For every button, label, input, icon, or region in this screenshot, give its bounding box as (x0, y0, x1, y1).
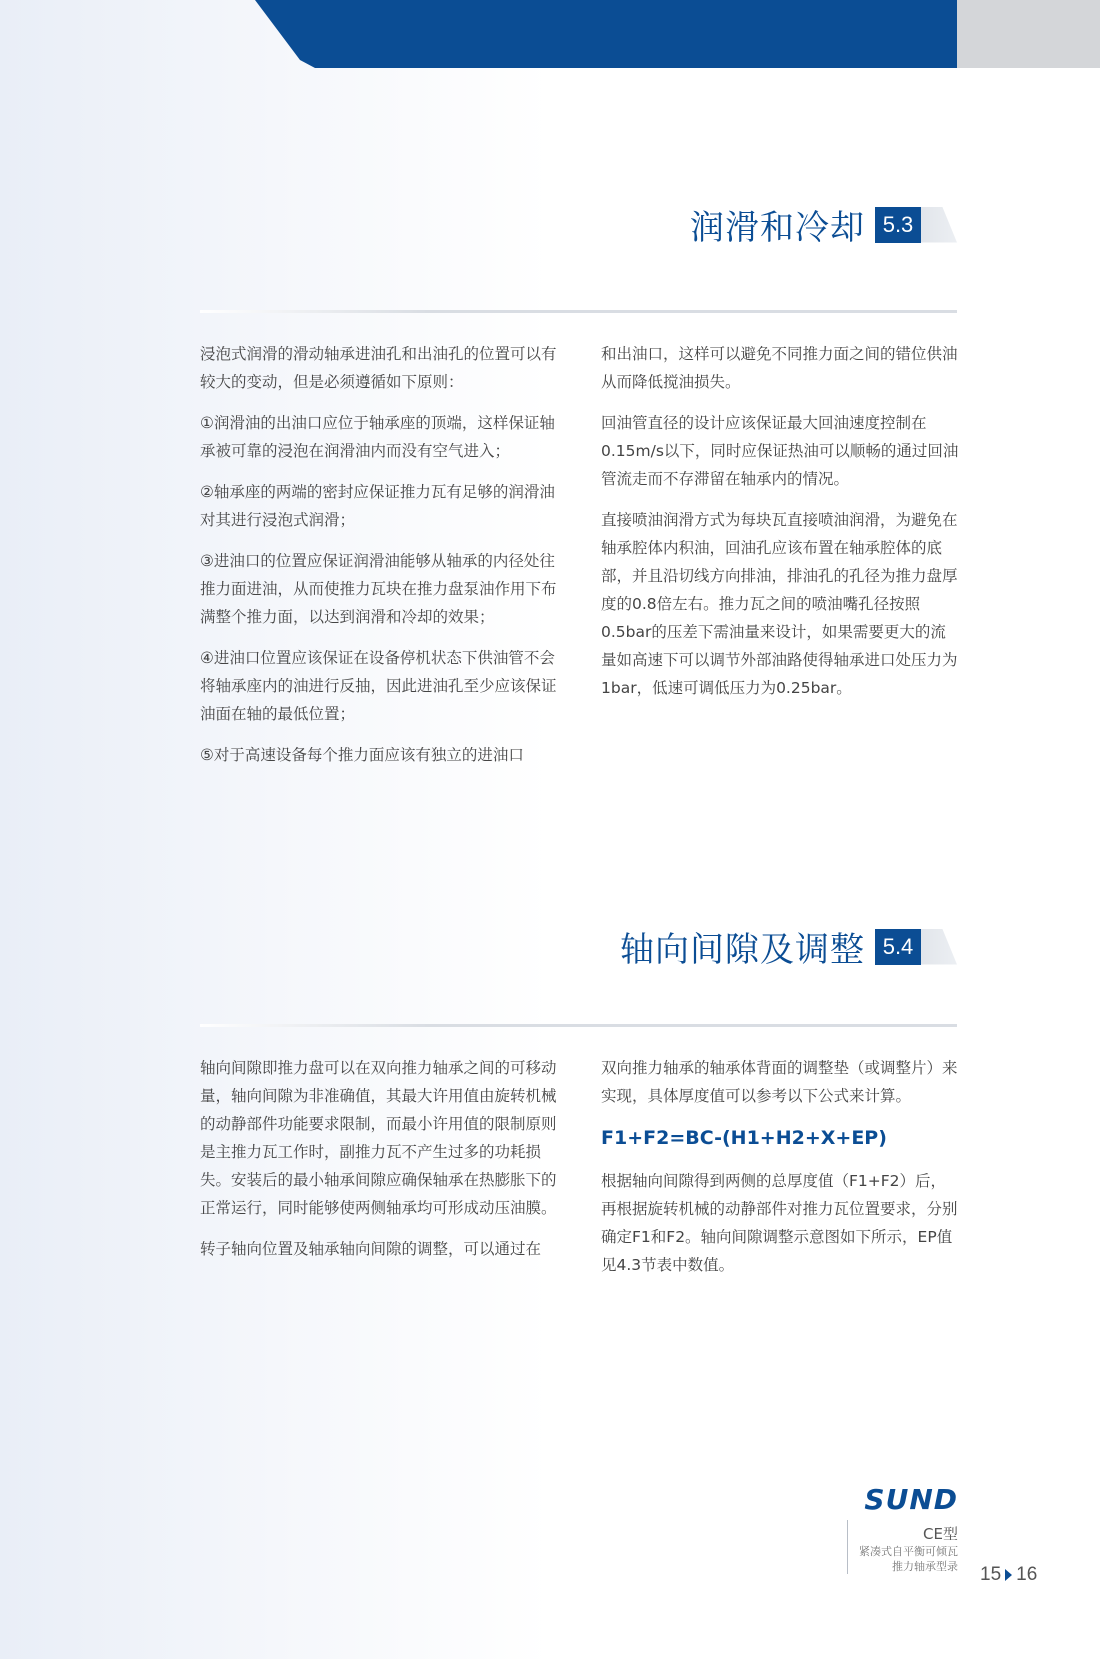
formula: F1+F2=BC-(H1+H2+X+EP) (601, 1127, 887, 1149)
catalog-subtitle-line2: 推力轴承型录 (892, 1560, 958, 1573)
section-5-3-number: 5.3 (882, 211, 914, 237)
page-number-left: 15 (980, 1564, 1002, 1585)
paragraph: ④进油口位置应该保证在设备停机状态下供油管不会将轴承座内的油进行反抽，因此进油孔至少应该保证油面在轴的最低位置； (200, 649, 557, 723)
paragraph: ②轴承座的两端的密封应保证推力瓦有足够的润滑油对其进行浸泡式润滑； (200, 483, 555, 529)
paragraph: ⑤对于高速设备每个推力面应该有独立的进油口 (200, 746, 524, 764)
paragraph: 回油管直径的设计应该保证最大回油速度控制在0.15m/s以下，同时应保证热油可以顺畅的通过回油管流走而不存滞留在轴承内的情况。 (601, 414, 959, 488)
section-5-4-heading (620, 922, 957, 971)
paragraph: 直接喷油润滑方式为每块瓦直接喷油润滑，为避免在轴承腔体内积油，回油孔应该布置在轴承腔体的底部，并且沿切线方向排油，排油孔的孔径为推力盘厚度的0.8倍左右。推力瓦之间的喷油嘴孔径按照0.5bar的压差下需油量来设计，如果需要更大的流量如高速下可以调节外部油路使得轴承进口处压力为1bar，低速可调低压力为0.25bar。 (601, 511, 958, 697)
catalog-info (847, 1520, 958, 1574)
paragraph: 和出油口，这样可以避免不同推力面之间的错位供油从而降低搅油损失。 (601, 345, 958, 391)
section-5-3-left-column (200, 340, 560, 782)
paragraph: 轴向间隙即推力盘可以在双向推力轴承之间的可移动量，轴向间隙为非准确值，其最大许用值由旋转机械的动静部件功能要求限制，而最小许用值的限制原则是主推力瓦工作时，副推力瓦不产生过多的功耗损失。安装后的最小轴承间隙应确保轴承在热膨胀下的正常运行，同时能够使两侧轴承均可形成动压油膜。 (200, 1059, 557, 1217)
section-5-4-divider (200, 1024, 957, 1027)
section-5-3-title: 润滑和冷却 (690, 208, 865, 248)
section-5-4-number-tab (875, 929, 957, 965)
section-5-4-left-column (200, 1054, 560, 1276)
page-numbers (980, 1564, 1037, 1586)
section-5-4-number: 5.4 (882, 933, 914, 959)
catalog-subtitle-line1: 紧凑式自平衡可倾瓦 (859, 1545, 958, 1558)
section-5-3-divider (200, 310, 957, 313)
page-number-right: 16 (1016, 1564, 1038, 1585)
section-5-4-right-column (601, 1054, 961, 1292)
header-band-shape (0, 0, 1100, 68)
paragraph: ③进油口的位置应保证润滑油能够从轴承的内径处往推力面进油，从而使推力瓦块在推力盘泵油作用下布满整个推力面，以达到润滑和冷却的效果； (200, 552, 557, 626)
section-5-3-number-tab (875, 207, 957, 243)
section-5-3-heading (690, 200, 957, 249)
section-5-3-right-column (601, 340, 961, 715)
paragraph: 浸泡式润滑的滑动轴承进油孔和出油孔的位置可以有较大的变动，但是必须遵循如下原则： (200, 345, 557, 391)
brand-logo-block (838, 1485, 958, 1515)
paragraph: 双向推力轴承的轴承体背面的调整垫（或调整片）来实现，具体厚度值可以参考以下公式来计算。 (601, 1059, 958, 1105)
paragraph: ①润滑油的出油口应位于轴承座的顶端，这样保证轴承被可靠的浸泡在润滑油内而没有空气进入； (200, 414, 555, 460)
page-arrow-icon (1005, 1569, 1012, 1581)
header-band (0, 0, 1100, 68)
catalog-model: CE型 (923, 1525, 958, 1543)
section-5-4-title: 轴向间隙及调整 (620, 930, 865, 970)
paragraph: 转子轴向位置及轴承轴向间隙的调整，可以通过在 (200, 1240, 542, 1258)
sund-logo: SUND (864, 1483, 958, 1516)
paragraph: 根据轴向间隙得到两侧的总厚度值（F1+F2）后，再根据旋转机械的动静部件对推力瓦位置要求，分别确定F1和F2。轴向间隙调整示意图如下所示，EP值见4.3节表中数值。 (601, 1172, 958, 1274)
